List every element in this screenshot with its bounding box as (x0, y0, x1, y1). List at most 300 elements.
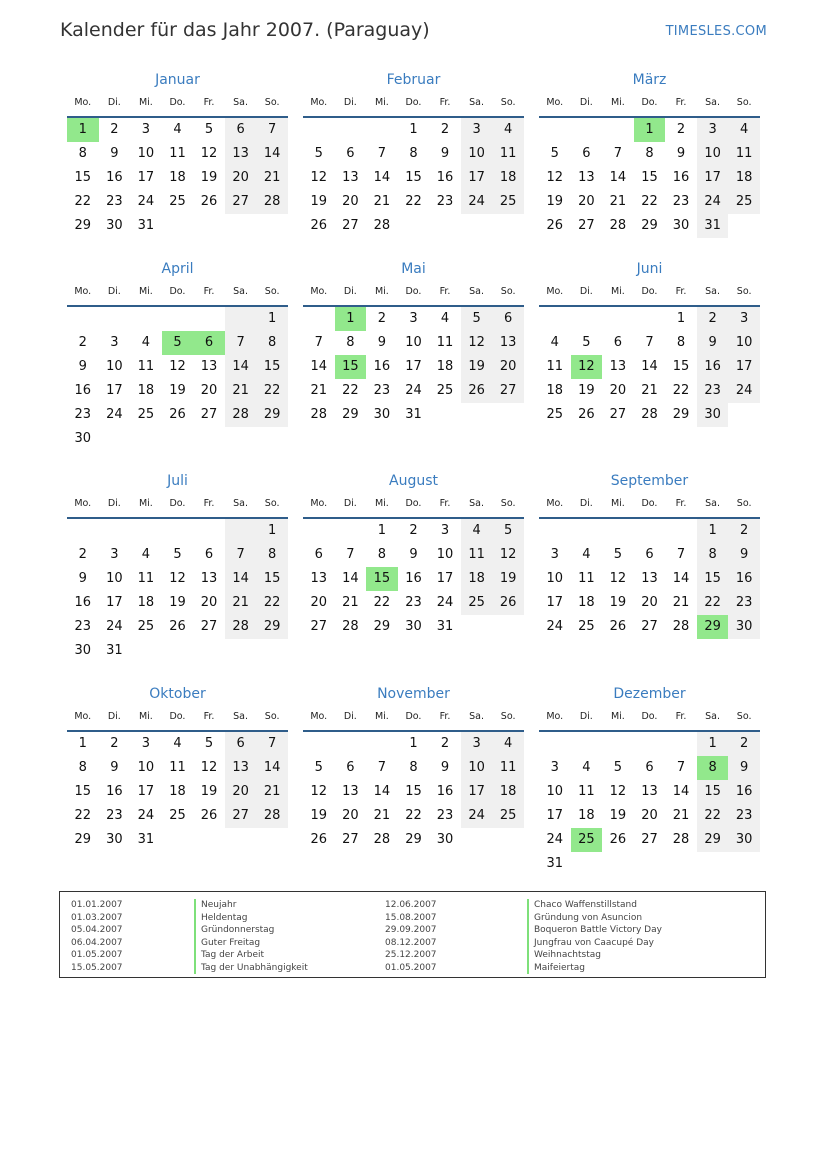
day-cell: 7 (314, 335, 323, 350)
weekday-label: Di. (343, 97, 357, 108)
legend-date: 05.04.2007 (71, 925, 123, 935)
weekday-header (67, 710, 288, 732)
day-cell: 18 (728, 166, 760, 190)
day-cell: 20 (225, 166, 257, 190)
day-cell: 28 (373, 832, 391, 847)
day-cell: 9 (697, 331, 729, 355)
day-cell: 3 (550, 547, 559, 562)
day-cell: 22 (405, 194, 422, 209)
day-cell-empty (225, 307, 257, 331)
day-cell: 17 (697, 166, 729, 190)
day-cell: 28 (672, 619, 690, 634)
day-cell: 26 (609, 832, 627, 847)
day-cell: 30 (728, 828, 760, 852)
day-cell: 10 (106, 359, 123, 374)
day-cell: 29 (342, 407, 359, 422)
weekday-label: Fr. (203, 498, 215, 509)
day-cell: 17 (106, 383, 123, 398)
day-cell: 7 (377, 760, 387, 775)
day-cell: 18 (492, 780, 524, 804)
day-cell: 7 (256, 732, 288, 756)
day-cell: 19 (169, 595, 186, 610)
day-cell: 18 (546, 383, 564, 398)
month-3 (67, 259, 288, 471)
day-cell: 8 (409, 146, 418, 161)
day-cell: 26 (169, 407, 186, 422)
weekday-label: Di. (107, 97, 121, 108)
day-cell: 25 (436, 383, 454, 398)
day-cell: 22 (405, 808, 422, 823)
legend-holiday-name: Chaco Waffenstillstand (527, 899, 662, 912)
day-cell-empty (193, 519, 225, 543)
day-cell: 2 (78, 335, 87, 350)
day-cell: 6 (204, 547, 214, 562)
day-cell: 18 (137, 595, 155, 610)
day-cell: 10 (697, 142, 729, 166)
day-cell: 1 (409, 122, 418, 137)
day-cell: 8 (256, 543, 288, 567)
day-grid (539, 307, 760, 427)
day-cell-empty (99, 519, 131, 543)
day-cell: 23 (74, 407, 92, 422)
day-cell: 5 (204, 122, 214, 137)
day-cell: 27 (200, 407, 218, 422)
weekday-label: So. (264, 97, 280, 108)
day-cell-empty (602, 118, 634, 142)
day-cell: 22 (256, 591, 288, 615)
day-cell: 6 (314, 547, 323, 562)
day-cell: 21 (310, 383, 328, 398)
day-cell: 11 (578, 571, 595, 586)
weekday-label: Mi. (610, 286, 625, 297)
day-cell-empty (634, 307, 666, 331)
weekday-label: Di. (343, 711, 357, 722)
weekday-label: Mi. (374, 97, 389, 108)
legend-holiday-name: Tag der Arbeit (194, 949, 308, 962)
day-cell: 15 (74, 170, 92, 185)
day-cell: 3 (440, 523, 450, 538)
weekday-header (67, 285, 288, 307)
weekday-label: Do. (169, 498, 186, 509)
weekday-label: Sa. (705, 97, 721, 108)
legend-date: 15.08.2007 (385, 912, 437, 923)
weekday-header (303, 96, 524, 118)
day-cell: 19 (609, 595, 627, 610)
day-cell-empty (665, 732, 697, 756)
day-cell: 12 (609, 571, 627, 586)
day-cell: 29 (405, 832, 422, 847)
day-cell: 31 (106, 643, 123, 658)
day-cell: 22 (256, 379, 288, 403)
day-cell: 9 (728, 543, 760, 567)
legend-holiday-name: Heldentag (194, 912, 308, 925)
day-cell: 22 (697, 591, 729, 615)
day-cell: 11 (461, 543, 493, 567)
day-cell: 10 (405, 335, 422, 350)
weekday-label: Di. (579, 498, 593, 509)
day-cell: 19 (609, 808, 627, 823)
day-cell: 25 (546, 407, 564, 422)
legend-holiday-name: Boqueron Battle Victory Day (527, 924, 662, 937)
day-cell: 4 (728, 118, 760, 142)
weekday-label: Fr. (439, 286, 451, 297)
day-cell-empty (634, 732, 666, 756)
day-cell: 26 (609, 619, 627, 634)
month-0 (67, 70, 288, 259)
day-cell: 1 (634, 118, 666, 142)
day-cell: 14 (641, 359, 658, 374)
day-cell-empty (571, 519, 603, 543)
day-cell: 3 (409, 311, 418, 326)
day-cell: 29 (697, 615, 729, 639)
day-cell: 11 (492, 142, 524, 166)
day-cell: 1 (409, 736, 418, 751)
day-cell: 5 (461, 307, 493, 331)
page-title: Kalender für das Jahr 2007. (Paraguay) (60, 19, 430, 41)
legend-holiday-name: Gründonnerstag (194, 924, 308, 937)
day-cell: 15 (74, 784, 92, 799)
day-cell: 7 (346, 547, 355, 562)
weekday-label: Mi. (610, 97, 625, 108)
day-cell: 26 (578, 407, 595, 422)
day-cell: 17 (436, 571, 454, 586)
weekday-label: Mo. (546, 498, 564, 509)
day-cell: 9 (110, 760, 119, 775)
weekday-label: Do. (641, 286, 658, 297)
day-cell: 11 (137, 359, 155, 374)
day-cell: 25 (137, 619, 155, 634)
month-name: Juli (167, 473, 188, 489)
day-cell: 10 (461, 142, 493, 166)
day-cell-empty (539, 118, 571, 142)
day-cell: 3 (110, 547, 119, 562)
day-cell: 24 (405, 383, 422, 398)
day-cell: 2 (676, 122, 686, 137)
day-cell: 7 (377, 146, 387, 161)
day-cell-empty (162, 519, 194, 543)
legend-names-right (527, 899, 662, 974)
day-cell: 28 (225, 403, 257, 427)
day-cell: 22 (373, 595, 391, 610)
day-cell: 13 (225, 142, 257, 166)
day-cell: 14 (672, 784, 690, 799)
day-cell: 6 (582, 146, 591, 161)
day-cell: 28 (342, 619, 359, 634)
day-cell: 25 (137, 407, 155, 422)
weekday-label: Mo. (546, 97, 564, 108)
month-2 (539, 70, 760, 259)
day-cell: 15 (256, 567, 288, 591)
month-name: März (632, 72, 667, 88)
day-cell: 11 (728, 142, 760, 166)
weekday-label: Do. (641, 711, 658, 722)
day-cell: 8 (346, 335, 355, 350)
day-cell: 21 (373, 194, 391, 209)
weekday-label: Mo. (310, 498, 328, 509)
day-cell: 19 (461, 355, 493, 379)
day-cell: 2 (110, 736, 119, 751)
day-cell: 30 (405, 619, 422, 634)
day-cell: 27 (342, 218, 359, 233)
day-cell: 17 (405, 359, 422, 374)
day-cell: 1 (676, 311, 686, 326)
weekday-label: Do. (405, 498, 422, 509)
day-cell-empty (539, 519, 571, 543)
weekday-label: Do. (405, 711, 422, 722)
day-cell: 9 (377, 335, 387, 350)
day-cell-empty (539, 732, 571, 756)
day-cell: 2 (440, 122, 450, 137)
day-cell: 20 (310, 595, 328, 610)
day-cell: 8 (697, 543, 729, 567)
day-cell: 21 (609, 194, 627, 209)
weekday-label: Mi. (374, 498, 389, 509)
day-cell: 23 (74, 619, 92, 634)
weekday-label: So. (500, 286, 516, 297)
day-cell: 14 (256, 142, 288, 166)
month-name: Mai (401, 261, 426, 277)
weekday-label: So. (736, 498, 752, 509)
day-cell: 29 (256, 403, 288, 427)
day-cell: 5 (492, 519, 524, 543)
weekday-label: Di. (107, 711, 121, 722)
day-cell: 22 (74, 194, 92, 209)
day-cell: 4 (492, 118, 524, 142)
day-cell: 19 (200, 170, 218, 185)
day-cell: 11 (546, 359, 564, 374)
day-cell: 3 (697, 118, 729, 142)
day-cell-empty (193, 307, 225, 331)
day-cell: 28 (256, 804, 288, 828)
weekday-label: Mi. (138, 711, 153, 722)
day-cell: 11 (492, 756, 524, 780)
day-cell: 17 (461, 166, 493, 190)
day-cell: 12 (609, 784, 627, 799)
weekday-label: So. (500, 97, 516, 108)
month-7 (303, 471, 524, 684)
day-cell: 2 (78, 547, 87, 562)
day-cell: 21 (225, 379, 257, 403)
month-name: Dezember (613, 686, 686, 702)
day-cell: 28 (641, 407, 658, 422)
day-cell: 19 (492, 567, 524, 591)
brand-link[interactable]: TIMESLES.COM (665, 24, 767, 39)
weekday-header (539, 497, 760, 519)
month-11 (539, 684, 760, 894)
weekday-label: Di. (107, 498, 121, 509)
day-cell: 14 (342, 571, 359, 586)
weekday-label: Do. (405, 286, 422, 297)
day-cell: 4 (173, 122, 182, 137)
day-cell: 19 (546, 194, 564, 209)
day-cell-empty (335, 732, 367, 756)
legend-holiday-name: Gründung von Asuncion (527, 912, 662, 925)
day-cell-empty (303, 519, 335, 543)
day-cell: 5 (173, 547, 182, 562)
weekday-label: Mo. (74, 97, 92, 108)
day-cell: 13 (492, 331, 524, 355)
weekday-label: Sa. (233, 711, 249, 722)
day-cell: 31 (697, 214, 729, 238)
day-cell: 3 (110, 335, 119, 350)
day-cell: 7 (676, 547, 686, 562)
day-cell: 3 (461, 732, 493, 756)
day-cell: 6 (613, 335, 623, 350)
day-cell: 28 (256, 190, 288, 214)
weekday-label: Mo. (310, 711, 328, 722)
day-cell: 26 (492, 591, 524, 615)
day-cell: 20 (225, 780, 257, 804)
day-cell: 7 (676, 760, 686, 775)
day-cell: 25 (728, 190, 760, 214)
day-cell: 9 (78, 571, 87, 586)
day-cell: 21 (225, 591, 257, 615)
weekday-label: So. (736, 286, 752, 297)
month-name: Juni (636, 261, 663, 277)
day-cell: 13 (641, 784, 658, 799)
day-cell: 5 (613, 547, 623, 562)
day-cell: 21 (373, 808, 391, 823)
weekday-label: Fr. (439, 97, 451, 108)
day-cell: 2 (110, 122, 119, 137)
day-cell: 20 (641, 595, 658, 610)
day-cell: 4 (582, 760, 591, 775)
day-cell: 9 (110, 146, 119, 161)
weekday-label: Do. (641, 97, 658, 108)
day-cell: 23 (697, 379, 729, 403)
day-cell: 18 (461, 567, 493, 591)
day-cell: 24 (436, 595, 454, 610)
day-cell: 3 (728, 307, 760, 331)
day-cell: 5 (582, 335, 591, 350)
day-cell: 12 (310, 784, 328, 799)
weekday-label: Di. (579, 286, 593, 297)
day-cell: 26 (169, 619, 186, 634)
weekday-header (303, 497, 524, 519)
day-cell: 11 (436, 335, 454, 350)
day-cell: 16 (728, 567, 760, 591)
day-cell: 24 (546, 619, 564, 634)
day-cell: 8 (377, 547, 387, 562)
day-cell: 21 (672, 595, 690, 610)
day-cell: 27 (310, 619, 328, 634)
day-cell: 29 (697, 828, 729, 852)
day-cell: 31 (546, 856, 564, 871)
day-cell: 20 (641, 808, 658, 823)
weekday-label: Mo. (546, 711, 564, 722)
day-cell: 9 (440, 760, 450, 775)
day-cell: 30 (373, 407, 391, 422)
weekday-label: Sa. (705, 498, 721, 509)
day-cell: 17 (137, 170, 155, 185)
day-grid (303, 307, 524, 427)
day-cell: 4 (550, 335, 559, 350)
day-cell: 23 (405, 595, 422, 610)
day-cell: 10 (106, 571, 123, 586)
day-cell: 8 (676, 335, 686, 350)
day-cell-empty (303, 307, 335, 331)
day-cell: 29 (373, 619, 391, 634)
day-cell: 30 (106, 218, 123, 233)
day-cell: 6 (492, 307, 524, 331)
day-cell: 24 (546, 832, 564, 847)
day-cell: 15 (672, 359, 690, 374)
day-cell-empty (665, 519, 697, 543)
weekday-label: Fr. (675, 711, 687, 722)
day-cell: 21 (672, 808, 690, 823)
day-cell: 10 (436, 547, 454, 562)
weekday-label: Mi. (138, 286, 153, 297)
day-cell: 14 (609, 170, 627, 185)
day-cell-empty (634, 519, 666, 543)
day-cell: 5 (162, 331, 194, 355)
day-cell: 17 (137, 784, 155, 799)
legend-holiday-name: Weihnachtstag (527, 949, 662, 962)
weekday-header (303, 285, 524, 307)
day-cell: 1 (697, 519, 729, 543)
day-cell-empty (303, 732, 335, 756)
day-cell: 23 (436, 808, 454, 823)
day-cell: 23 (106, 808, 123, 823)
legend-date: 01.05.2007 (385, 962, 437, 973)
weekday-label: Mi. (374, 711, 389, 722)
month-name: Februar (386, 72, 441, 88)
weekday-header (539, 285, 760, 307)
day-cell: 26 (310, 832, 328, 847)
day-cell: 9 (440, 146, 450, 161)
day-cell: 9 (676, 146, 686, 161)
day-cell: 26 (546, 218, 564, 233)
day-cell: 24 (106, 407, 123, 422)
day-cell: 7 (645, 335, 654, 350)
weekday-label: Sa. (233, 498, 249, 509)
day-cell: 7 (256, 118, 288, 142)
weekday-header (303, 710, 524, 732)
day-grid (539, 519, 760, 639)
day-cell: 17 (546, 808, 564, 823)
day-cell: 4 (461, 519, 493, 543)
weekday-label: Fr. (439, 711, 451, 722)
day-cell-empty (67, 519, 99, 543)
day-cell: 12 (169, 571, 186, 586)
day-cell: 8 (409, 760, 418, 775)
day-cell: 27 (578, 218, 595, 233)
day-cell-empty (571, 732, 603, 756)
day-cell: 16 (436, 784, 454, 799)
day-cell: 2 (409, 523, 418, 538)
day-cell: 28 (609, 218, 627, 233)
day-cell: 18 (578, 595, 595, 610)
day-cell: 25 (169, 808, 186, 823)
day-cell: 22 (74, 808, 92, 823)
weekday-label: So. (736, 97, 752, 108)
weekday-label: So. (264, 711, 280, 722)
legend-dates-left (71, 899, 123, 974)
day-cell: 1 (377, 523, 387, 538)
weekday-label: So. (264, 498, 280, 509)
day-cell: 13 (641, 571, 658, 586)
months-grid (67, 70, 760, 894)
day-cell: 16 (405, 571, 422, 586)
weekday-label: Di. (343, 286, 357, 297)
day-cell-empty (162, 307, 194, 331)
day-cell: 27 (200, 619, 218, 634)
month-name: August (389, 473, 438, 489)
day-cell: 24 (697, 190, 729, 214)
day-cell: 10 (137, 146, 155, 161)
day-cell: 9 (728, 756, 760, 780)
day-cell: 26 (461, 379, 493, 403)
